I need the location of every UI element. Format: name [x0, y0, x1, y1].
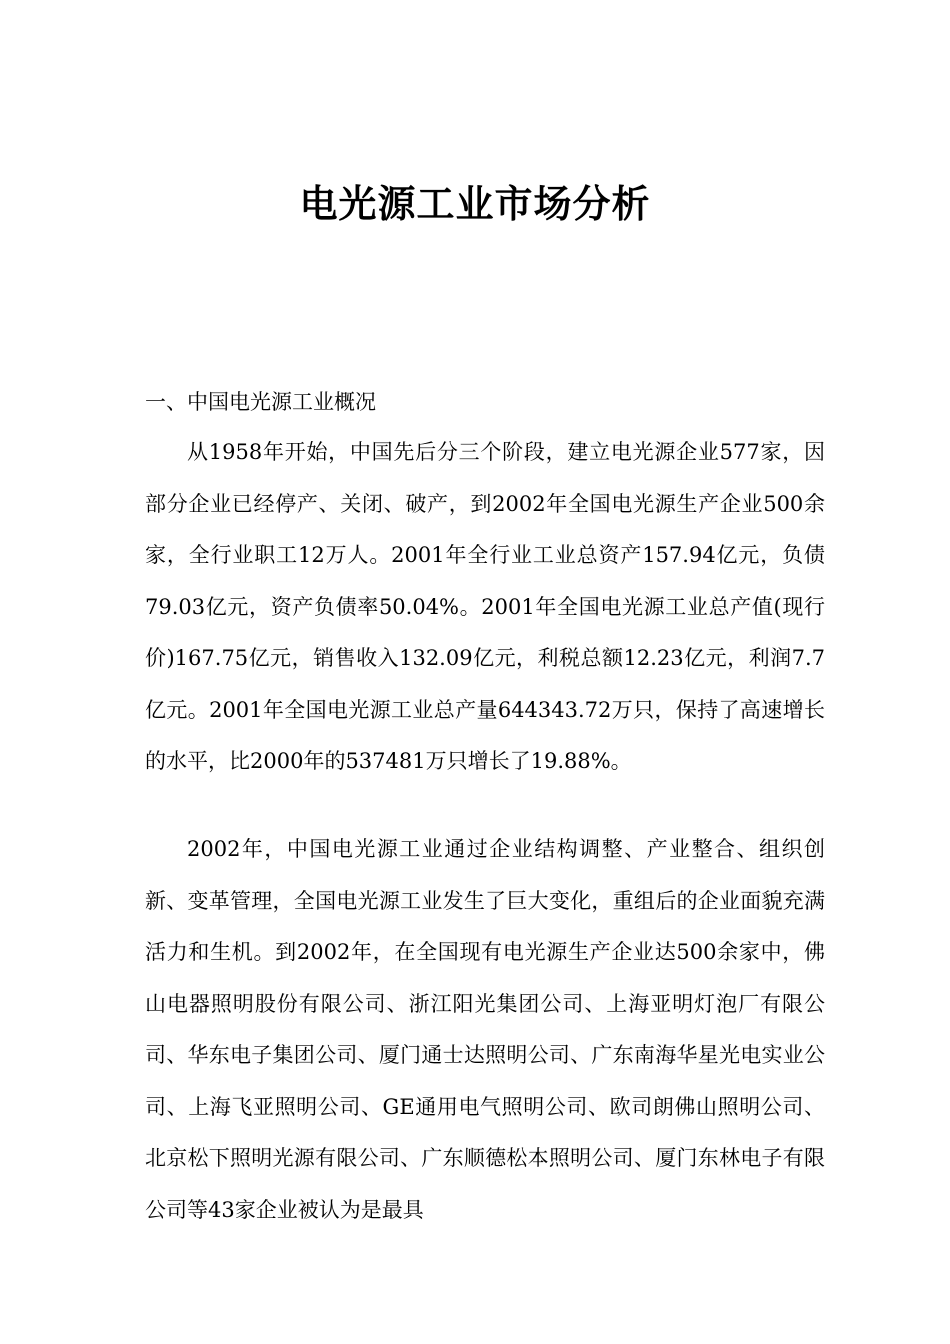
- document-title: 电光源工业市场分析: [299, 181, 651, 226]
- body-paragraph: 2002年，中国电光源工业通过企业结构调整、产业整合、组织创新、变革管理，全国电光源工业发生了巨大变化，重组后的企业面貌充满活力和生机。到2002年，在全国现有电光源生产企业达500余家中，佛山电器照明股份有限公司、浙江阳光集团公司、上海亚明灯泡厂有限公司、华东电子集团公司、厦门通士达照明公司、广东南海华星光电实业公司、上海飞亚照明公司、GE通用电气照明公司、欧司朗佛山照明公司、北京松下照明光源有限公司、广东顺德松本照明公司、厦门东林电子有限公司等43家企业被认为是最具: [145, 837, 825, 1222]
- body-paragraph: 从1958年开始，中国先后分三个阶段，建立电光源企业577家，因部分企业已经停产、关闭、破产，到2002年全国电光源生产企业500余家，全行业职工12万人。2001年全行业工业总资产157.94亿元，负债79.03亿元，资产负债率50.04%。2001年全国电光源工业总产值(现行价)167.75亿元，销售收入132.09亿元，利税总额12.23亿元，利润7.7亿元。2001年全国电光源工业总产量644343.72万只，保持了高速增长的水平，比2000年的537481万只增长了19.88%。: [145, 440, 825, 773]
- section-heading: 一、中国电光源工业概况: [145, 390, 376, 414]
